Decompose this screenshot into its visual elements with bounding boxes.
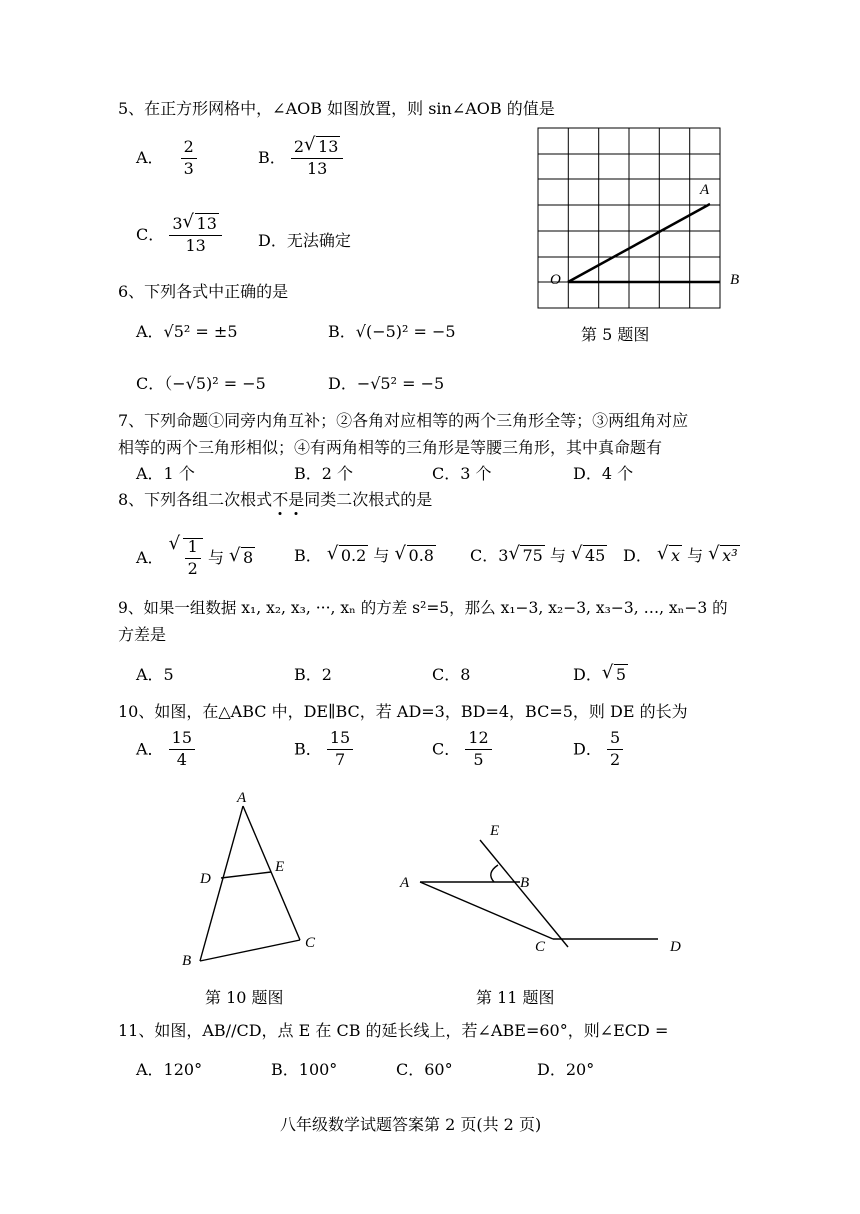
q9-option-b: B．2 bbox=[294, 665, 332, 684]
q7-stem-line1: 7、下列命题①同旁内角互补；②各角对应相等的两个三角形全等；③两组角对应 bbox=[118, 411, 689, 430]
page-footer: 八年级数学试题答案第 2 页(共 2 页) bbox=[280, 1115, 542, 1134]
label-b: B bbox=[730, 272, 740, 288]
label-a: A bbox=[400, 875, 410, 891]
line-ec bbox=[480, 840, 568, 947]
label-b: B bbox=[182, 953, 192, 969]
q7-option-b: B．2 个 bbox=[294, 464, 354, 483]
q5-option-d: D．无法确定 bbox=[258, 231, 351, 250]
option-label: C． bbox=[136, 224, 165, 244]
q11-stem: 11、如图，AB//CD，点 E 在 CB 的延长线上，若∠ABE=60°，则∠ECD = bbox=[118, 1021, 669, 1040]
label-e: E bbox=[275, 859, 285, 875]
q5-option-c: C． $\frac{3√ 13}{13}$ bbox=[136, 216, 222, 255]
q10-option-c: C． $\frac{12}{5}$ bbox=[432, 730, 492, 769]
q11-option-d: D．20° bbox=[537, 1060, 595, 1079]
q8-option-a: A． √ $\frac{1}{2}$ 与 √ 8 bbox=[136, 538, 255, 578]
label-b: B bbox=[520, 875, 530, 891]
q6-option-b: B．√(−5)² = −5 bbox=[328, 322, 456, 341]
q7-option-a: A．1 个 bbox=[136, 464, 195, 483]
q5-option-a: A． $\frac{2}{3}$ bbox=[136, 139, 197, 178]
label-c: C bbox=[535, 939, 546, 955]
emphasis-dot-char: 是 bbox=[288, 490, 305, 509]
q10-option-b: B． $\frac{15}{7}$ bbox=[294, 730, 353, 769]
label-a: A bbox=[237, 790, 247, 806]
q10-caption: 第 10 题图 bbox=[205, 988, 284, 1007]
emphasis-dot-char: 不 bbox=[272, 490, 289, 509]
q6-stem: 6、下列各式中正确的是 bbox=[118, 282, 289, 301]
q10-option-a: A． $\frac{15}{4}$ bbox=[136, 730, 195, 769]
q6-option-d: D．−√5² = −5 bbox=[328, 374, 445, 393]
q6-option-c: C．（−√5)² = −5 bbox=[136, 374, 266, 393]
q11-caption: 第 11 题图 bbox=[476, 988, 555, 1007]
q5-option-b: B． $\frac{2√ 13}{13}$ bbox=[258, 139, 343, 178]
q7-stem-line2: 相等的两个三角形相似；④有两角相等的三角形是等腰三角形，其中真命题有 bbox=[118, 438, 663, 457]
q10-option-d: D． $\frac{5}{2}$ bbox=[573, 730, 623, 769]
line-ac bbox=[420, 882, 553, 939]
q8-option-d: D． √ x 与 √ x³ bbox=[623, 548, 740, 564]
q11-option-c: C．60° bbox=[396, 1060, 453, 1079]
option-label: B． bbox=[258, 147, 286, 167]
q6-option-a: A．√5² = ±5 bbox=[136, 322, 238, 341]
q7-option-d: D．4 个 bbox=[573, 464, 634, 483]
q7-option-c: C．3 个 bbox=[432, 464, 492, 483]
q9-stem-line2: 方差是 bbox=[118, 625, 167, 644]
q10-stem: 10、如图，在△ABC 中，DE∥BC，若 AD=3，BD=4，BC=5，则 DE 的长为 bbox=[118, 702, 688, 721]
q8-option-c: C．3√ 75 与 √ 45 bbox=[470, 548, 607, 564]
angle-arc bbox=[491, 865, 498, 882]
q8-option-b: B． √ 0.2 与 √ 0.8 bbox=[294, 548, 436, 564]
ray-oa bbox=[568, 204, 710, 282]
q5-stem: 5、在正方形网格中，∠AOB 如图放置，则 sin∠AOB 的值是 bbox=[118, 99, 555, 118]
label-d: D bbox=[200, 871, 211, 887]
q8-stem: 8、下列各组二次根式不是同类二次根式的是 bbox=[118, 490, 433, 509]
q10-triangle-figure bbox=[170, 785, 340, 970]
label-e: E bbox=[490, 823, 500, 839]
q11-figure bbox=[390, 815, 700, 965]
label-d: D bbox=[670, 939, 681, 955]
q9-stem-line1: 9、如果一组数据 x₁, x₂, x₃, ···, xₙ 的方差 s²=5，那么 x₁−3, x₂−3, x₃−3, …, xₙ−3 的 bbox=[118, 599, 728, 617]
label-c: C bbox=[305, 935, 316, 951]
q11-option-a: A．120° bbox=[136, 1060, 203, 1079]
label-a: A bbox=[700, 182, 710, 198]
option-label: A． bbox=[136, 147, 164, 167]
q5-caption: 第 5 题图 bbox=[581, 325, 650, 344]
q9-option-a: A．5 bbox=[136, 665, 174, 684]
q9-option-d: D．√ 5 bbox=[573, 667, 628, 683]
q11-option-b: B．100° bbox=[271, 1060, 338, 1079]
q9-option-c: C．8 bbox=[432, 665, 471, 684]
q5-grid-figure bbox=[528, 120, 768, 350]
label-o: O bbox=[550, 272, 561, 288]
